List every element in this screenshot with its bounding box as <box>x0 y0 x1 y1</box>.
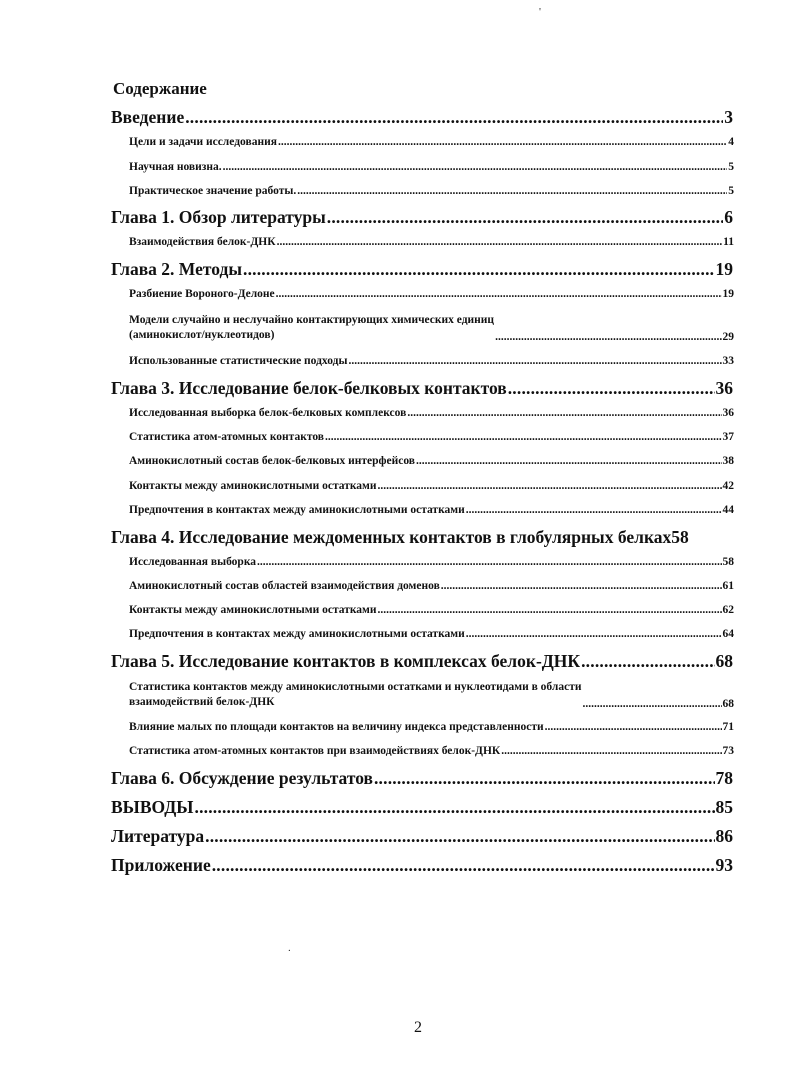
toc-entry-page: 5 <box>728 185 734 197</box>
toc-leader-dots <box>466 504 722 516</box>
toc-entry-page: 38 <box>722 455 734 467</box>
toc-entry-page: 61 <box>722 580 734 592</box>
toc-leader-dots <box>297 185 727 197</box>
toc-leader-dots <box>508 378 715 399</box>
toc-entry-label-line-1: Модели случайно и неслучайно контактирующих химических единиц <box>129 314 495 326</box>
toc-entry-dna-contact-stats[interactable] <box>129 680 734 710</box>
toc-entry-page: 19 <box>715 259 733 279</box>
toc-entry-page: 78 <box>715 768 733 788</box>
toc-leader-dots <box>374 768 715 789</box>
toc-entry-label: Приложение <box>111 855 211 875</box>
toc-entry-domain-composition[interactable] <box>129 580 734 592</box>
toc-entry-label: Глава 2. Методы <box>111 259 242 279</box>
toc-entry-page: 86 <box>715 826 733 846</box>
toc-entry-page: 11 <box>723 236 734 248</box>
toc-leader-dots <box>277 236 723 248</box>
toc-entry-page: 44 <box>722 504 734 516</box>
toc-entry-label: Исследованная выборка <box>129 556 257 568</box>
toc-entry-label: Глава 6. Обсуждение результатов <box>111 768 373 788</box>
toc-leader-dots <box>441 580 722 592</box>
toc-entry-label-line-1: Статистика контактов между аминокислотными остатками и нуклеотидами в области <box>129 681 582 693</box>
toc-entry-ppi-sample[interactable] <box>129 407 734 419</box>
toc-entry-label: Глава 1. Обзор литературы <box>111 207 326 227</box>
toc-entry-label: Цели и задачи исследования <box>129 136 277 148</box>
toc-leader-dots <box>581 651 714 672</box>
scan-mark-top: ' <box>539 6 541 18</box>
toc-entry-protein-dna[interactable] <box>129 236 734 248</box>
toc-entry-chapter-1[interactable] <box>111 207 733 228</box>
toc-entry-label: Статистика атом-атомных контактов при взаимодействиях белок-ДНК <box>129 745 501 757</box>
toc-entry-chapter-4[interactable] <box>111 527 733 548</box>
toc-entry-appendix[interactable] <box>111 855 733 876</box>
toc-entry-contact-preferences[interactable] <box>129 504 734 516</box>
toc-entry-page: 42 <box>722 480 734 492</box>
toc-entry-domain-sample[interactable] <box>129 556 734 568</box>
toc-entry-models[interactable] <box>129 313 734 343</box>
toc-entry-label: Глава 5. Исследование контактов в комплексах белок-ДНК <box>111 651 581 671</box>
toc-entry-label: Влияние малых по площади контактов на величину индекса представленности <box>129 721 544 733</box>
toc-leader-dots <box>378 480 722 492</box>
toc-leader-dots <box>257 556 721 568</box>
toc-entry-label: Разбиение Вороного-Делоне <box>129 288 275 300</box>
toc-entry-label: Аминокислотный состав белок-белковых интерфейсов <box>129 455 416 467</box>
toc-entry-page: 19 <box>722 288 734 300</box>
toc-entry-residue-contacts[interactable] <box>129 480 734 492</box>
toc-entry-label: Литература <box>111 826 205 846</box>
toc-leader-dots <box>348 355 721 367</box>
toc-entry-small-contacts[interactable] <box>129 721 734 733</box>
toc-entry-page: 58 <box>722 556 734 568</box>
toc-leader-dots <box>325 431 721 443</box>
toc-entry-chapter-3[interactable] <box>111 378 733 399</box>
toc-entry-page: 29 <box>722 331 734 343</box>
toc-entry-page: 68 <box>722 698 734 710</box>
toc-leader-dots <box>278 136 727 148</box>
toc-entry-label: Практическое значение работы. <box>129 185 297 197</box>
toc-leader-dots <box>495 331 721 343</box>
toc-leader-dots <box>545 721 722 733</box>
toc-entry-label: Глава 3. Исследование белок-белковых контактов <box>111 378 507 398</box>
toc-entry-page: 36 <box>715 378 733 398</box>
toc-entry-label: Использованные статистические подходы <box>129 355 348 367</box>
toc-entry-page: 85 <box>715 797 733 817</box>
toc-entry-label <box>129 313 494 343</box>
toc-entry-domain-residue-contacts[interactable] <box>129 604 734 616</box>
toc-entry-page: 3 <box>724 107 733 127</box>
toc-entry-dna-atom-contacts[interactable] <box>129 745 734 757</box>
toc-leader-dots <box>185 107 723 128</box>
toc-entry-label: Предпочтения в контактах между аминокислотными остатками <box>129 504 465 516</box>
toc-entry-chapter-6[interactable] <box>111 768 733 789</box>
toc-entry-label-line-2: взаимодействий белок-ДНК <box>129 696 275 708</box>
scan-mark-dot: . <box>288 942 291 954</box>
toc-entry-page: 68 <box>715 651 733 671</box>
toc-title: Содержание <box>113 79 207 98</box>
toc-entry-label: Контакты между аминокислотными остатками <box>129 604 377 616</box>
toc-entry-intro[interactable] <box>111 107 733 128</box>
page-number: 2 <box>414 1019 422 1036</box>
toc-leader-dots <box>407 407 721 419</box>
toc-entry-chapter-2[interactable] <box>111 259 733 280</box>
toc-leader-dots <box>195 797 715 818</box>
toc-entry-label: Научная новизна. <box>129 161 222 173</box>
toc-leader-dots <box>378 604 722 616</box>
toc-leader-dots <box>223 161 728 173</box>
toc-entry-aa-composition[interactable] <box>129 455 734 467</box>
toc-leader-dots <box>205 826 714 847</box>
toc-entry-label: Взаимодействия белок-ДНК <box>129 236 276 248</box>
toc-entry-references[interactable] <box>111 826 733 847</box>
toc-entry-page: 33 <box>722 355 734 367</box>
toc-leader-dots <box>243 259 715 280</box>
toc-leader-dots <box>501 745 721 757</box>
toc-entry-label: Аминокислотный состав областей взаимодействия доменов <box>129 580 440 592</box>
toc-entry-conclusions[interactable] <box>111 797 733 818</box>
toc-leader-dots <box>212 855 715 876</box>
toc-entry-label: Исследованная выборка белок-белковых комплексов <box>129 407 407 419</box>
toc-entry-page: 5 <box>728 161 734 173</box>
toc-entry-page: 4 <box>728 136 734 148</box>
toc-entry-goals[interactable] <box>129 136 734 148</box>
toc-entry-domain-preferences[interactable] <box>129 628 734 640</box>
toc-entry-novelty[interactable] <box>129 161 734 173</box>
toc-entry-atom-contacts[interactable] <box>129 431 734 443</box>
toc-entry-voronoi[interactable] <box>129 288 734 300</box>
toc-entry-label: Глава 4. Исследование междоменных контактов в глобулярных белках <box>111 527 672 547</box>
toc-entry-page: 64 <box>722 628 734 640</box>
toc-leader-dots <box>466 628 722 640</box>
toc-entry-page: 58 <box>671 527 689 547</box>
toc-entry-label: ВЫВОДЫ <box>111 797 194 817</box>
toc-entry-page: 93 <box>715 855 733 875</box>
toc-entry-page: 37 <box>722 431 734 443</box>
toc-entry-page: 73 <box>722 745 734 757</box>
toc-entry-page: 62 <box>722 604 734 616</box>
toc-entry-page: 36 <box>722 407 734 419</box>
toc-leader-dots <box>327 207 723 228</box>
toc-entry-chapter-5[interactable] <box>111 651 733 672</box>
toc-entry-label <box>129 680 581 710</box>
toc-entry-practical[interactable] <box>129 185 734 197</box>
toc-entry-page: 6 <box>724 207 733 227</box>
toc-entry-label: Предпочтения в контактах между аминокислотными остатками <box>129 628 465 640</box>
toc-entry-page: 71 <box>722 721 734 733</box>
toc-entry-label: Контакты между аминокислотными остатками <box>129 480 377 492</box>
toc-entry-label: Введение <box>111 107 185 127</box>
toc-leader-dots <box>276 288 722 300</box>
toc-entry-label-line-2: (аминокислот/нуклеотидов) <box>129 329 275 341</box>
toc-leader-dots <box>582 698 721 710</box>
toc-entry-stat-methods[interactable] <box>129 355 734 367</box>
toc-entry-label: Статистика атом-атомных контактов <box>129 431 325 443</box>
toc-leader-dots <box>416 455 721 467</box>
